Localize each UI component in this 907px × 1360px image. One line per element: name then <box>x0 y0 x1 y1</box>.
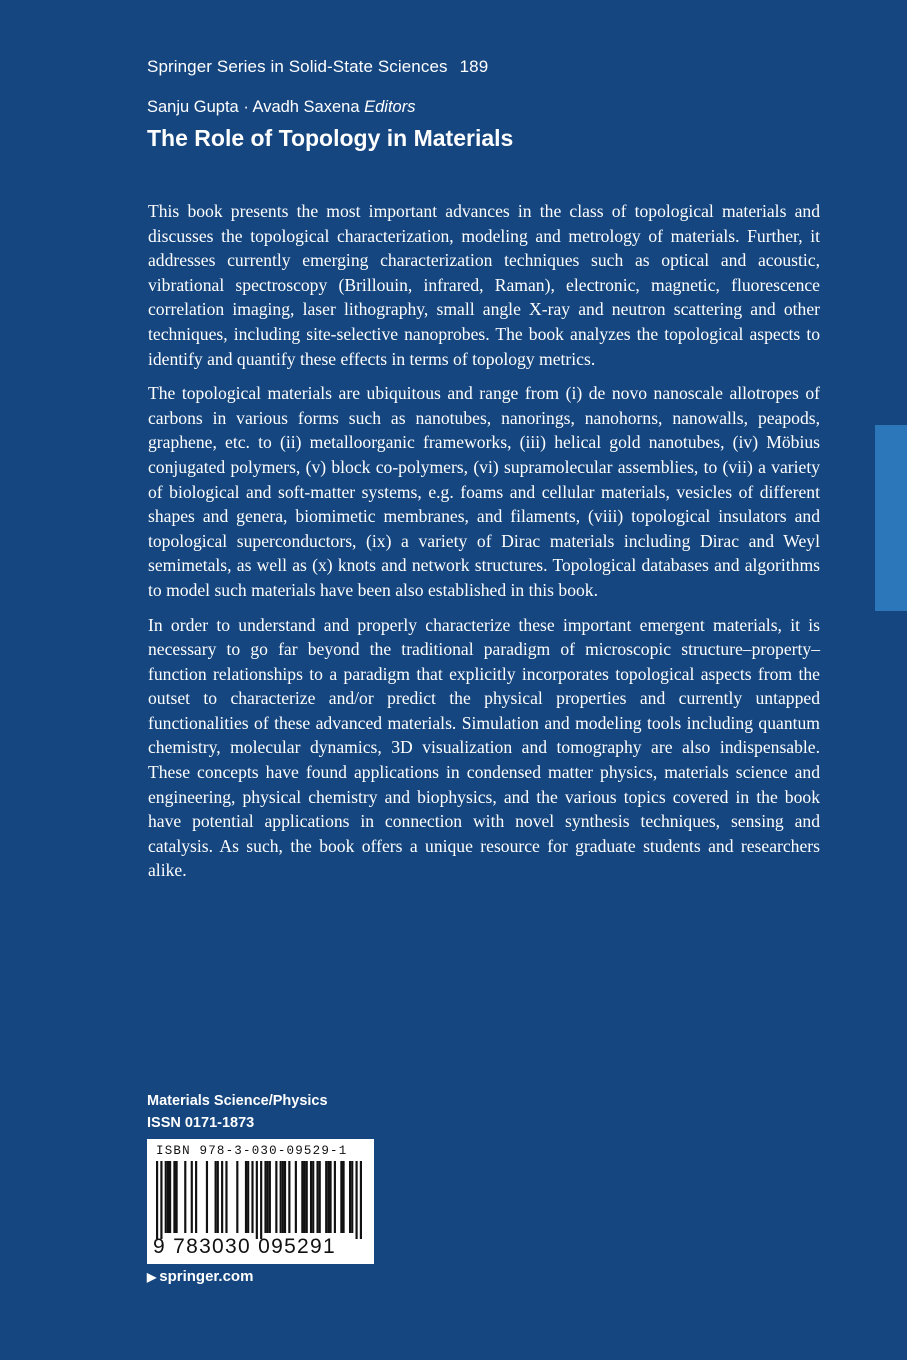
barcode-bar <box>288 1161 290 1233</box>
subject-block <box>147 1090 328 1134</box>
barcode-bar <box>251 1161 253 1233</box>
barcode-bar <box>306 1161 308 1233</box>
book-title: The Role of Topology in Materials <box>147 125 514 151</box>
barcode-bar <box>267 1161 269 1233</box>
editor-names: Sanju Gupta · Avadh Saxena <box>147 98 360 116</box>
barcode-bar <box>156 1161 158 1239</box>
barcode-bar <box>247 1161 249 1233</box>
barcode-bar <box>195 1161 197 1233</box>
barcode-bar <box>316 1161 318 1233</box>
barcode-bar <box>301 1161 303 1233</box>
barcode-bar <box>165 1161 167 1233</box>
barcode-bar <box>215 1161 217 1233</box>
barcode-bar <box>217 1161 219 1233</box>
series-line <box>147 57 488 77</box>
barcode-bar <box>340 1161 342 1233</box>
barcode-bar <box>342 1161 344 1233</box>
barcode-bar <box>167 1161 169 1233</box>
barcode-bar <box>176 1161 178 1233</box>
barcode-bar <box>260 1161 262 1239</box>
barcode-bar <box>160 1161 162 1239</box>
barcode-bar <box>206 1161 208 1233</box>
barcode-bar <box>360 1161 362 1239</box>
isbn-text: ISBN 978-3-030-09529-1 <box>156 1144 348 1158</box>
barcode-image <box>156 1161 362 1239</box>
editors-role: Editors <box>364 98 416 116</box>
barcode-bar <box>275 1161 277 1233</box>
barcode-bar <box>303 1161 305 1233</box>
barcode-bar <box>284 1161 286 1233</box>
barcode-bar <box>184 1161 186 1233</box>
barcode-bar <box>173 1161 175 1233</box>
barcode-bar <box>310 1161 312 1233</box>
barcode-bar <box>355 1161 357 1239</box>
triangle-right-icon: ▶ <box>147 1270 157 1284</box>
website-url: springer.com <box>159 1268 254 1285</box>
series-number: 189 <box>459 57 489 76</box>
barcode-bar <box>334 1161 336 1233</box>
barcode-bar <box>264 1161 266 1233</box>
barcode-bar <box>191 1161 193 1233</box>
barcode-bar <box>245 1161 247 1233</box>
issn-number: ISSN 0171-1873 <box>147 1115 255 1131</box>
book-description <box>148 199 820 893</box>
barcode-bar <box>269 1161 271 1233</box>
description-paragraph-3: In order to understand and properly characterize these important emergent materials, it is necessary to go far beyond the traditional paradigm of microscopic structure–property–function relationships to a paradigm that explicitly incorporates topological aspects from the outset to characterize and/or predict the physical properties and currently untapped functionalities of these advanced materials. Simulation and modeling tools including quantum chemistry, molecular dynamics, 3D visualization and tomography are also indispensable. These concepts have found applications in condensed matter physics, materials science and engineering, physical chemistry and biophysics, and the various topics covered in the book have potential applications in connection with novel synthesis techniques, sensing and catalysis. As such, the book offers a unique resource for graduate students and researchers alike. <box>148 614 820 881</box>
barcode-bar <box>351 1161 353 1233</box>
barcode-bar <box>295 1161 297 1233</box>
series-name: Springer Series in Solid-State Sciences <box>147 57 448 76</box>
barcode-bar <box>325 1161 327 1233</box>
barcode-bar <box>225 1161 227 1233</box>
barcode-bar <box>282 1161 284 1233</box>
subject-category: Materials Science/Physics <box>147 1093 328 1109</box>
editors-line <box>147 98 415 117</box>
description-paragraph-2: The topological materials are ubiquitous and range from (i) de novo nanoscale allotropes of carbons in various forms such as nanotubes, nanorings, nanohorns, nanowalls, peapods, graphene, etc. to (ii) metalloorganic frameworks, (iii) helical gold nanotubes, (iv) Möbius conjugated polymers, (v) block co-polymers, (vi) supramolecular assemblies, to (vii) a variety of biological and soft-matter systems, e.g. foams and cellular materials, vesicles of different shapes and genera, biomimetic membranes, and filaments, (viii) topological insulators and topological superconductors, (ix) a variety of Dirac materials including Dirac and Weyl semimetals, as well as (x) knots and network structures. Topological databases and algorithms to model such materials have been also established in this book. <box>148 383 820 600</box>
barcode-bar <box>329 1161 331 1233</box>
barcode-bar <box>169 1161 171 1233</box>
side-color-tab <box>875 425 907 611</box>
barcode-bar <box>280 1161 282 1233</box>
barcode-panel <box>147 1139 374 1264</box>
barcode-bar <box>312 1161 314 1233</box>
barcode-bar <box>236 1161 238 1233</box>
barcode-bar <box>349 1161 351 1233</box>
publisher-website[interactable] <box>147 1268 253 1285</box>
description-paragraph-1: This book presents the most important advances in the class of topological materials and discusses the topological characterization, modeling and metrology of materials. Further, it addresses currently emerging characterization techniques such as optical and acoustic, vibrational spectroscopy (Brillouin, infrared, Raman), electronic, magnetic, fluorescence correlation imaging, laser lithography, small angle X-ray and neutron scattering and other techniques, including site-selective nanoprobes. The book analyzes the topological aspects to identify and quantify these effects in terms of topology metrics. <box>148 201 820 369</box>
ean-digits: 9 783030 095291 <box>153 1235 336 1258</box>
barcode-bar <box>327 1161 329 1233</box>
barcode-bar <box>256 1161 258 1239</box>
barcode-bar <box>221 1161 223 1233</box>
barcode-bar <box>319 1161 321 1233</box>
